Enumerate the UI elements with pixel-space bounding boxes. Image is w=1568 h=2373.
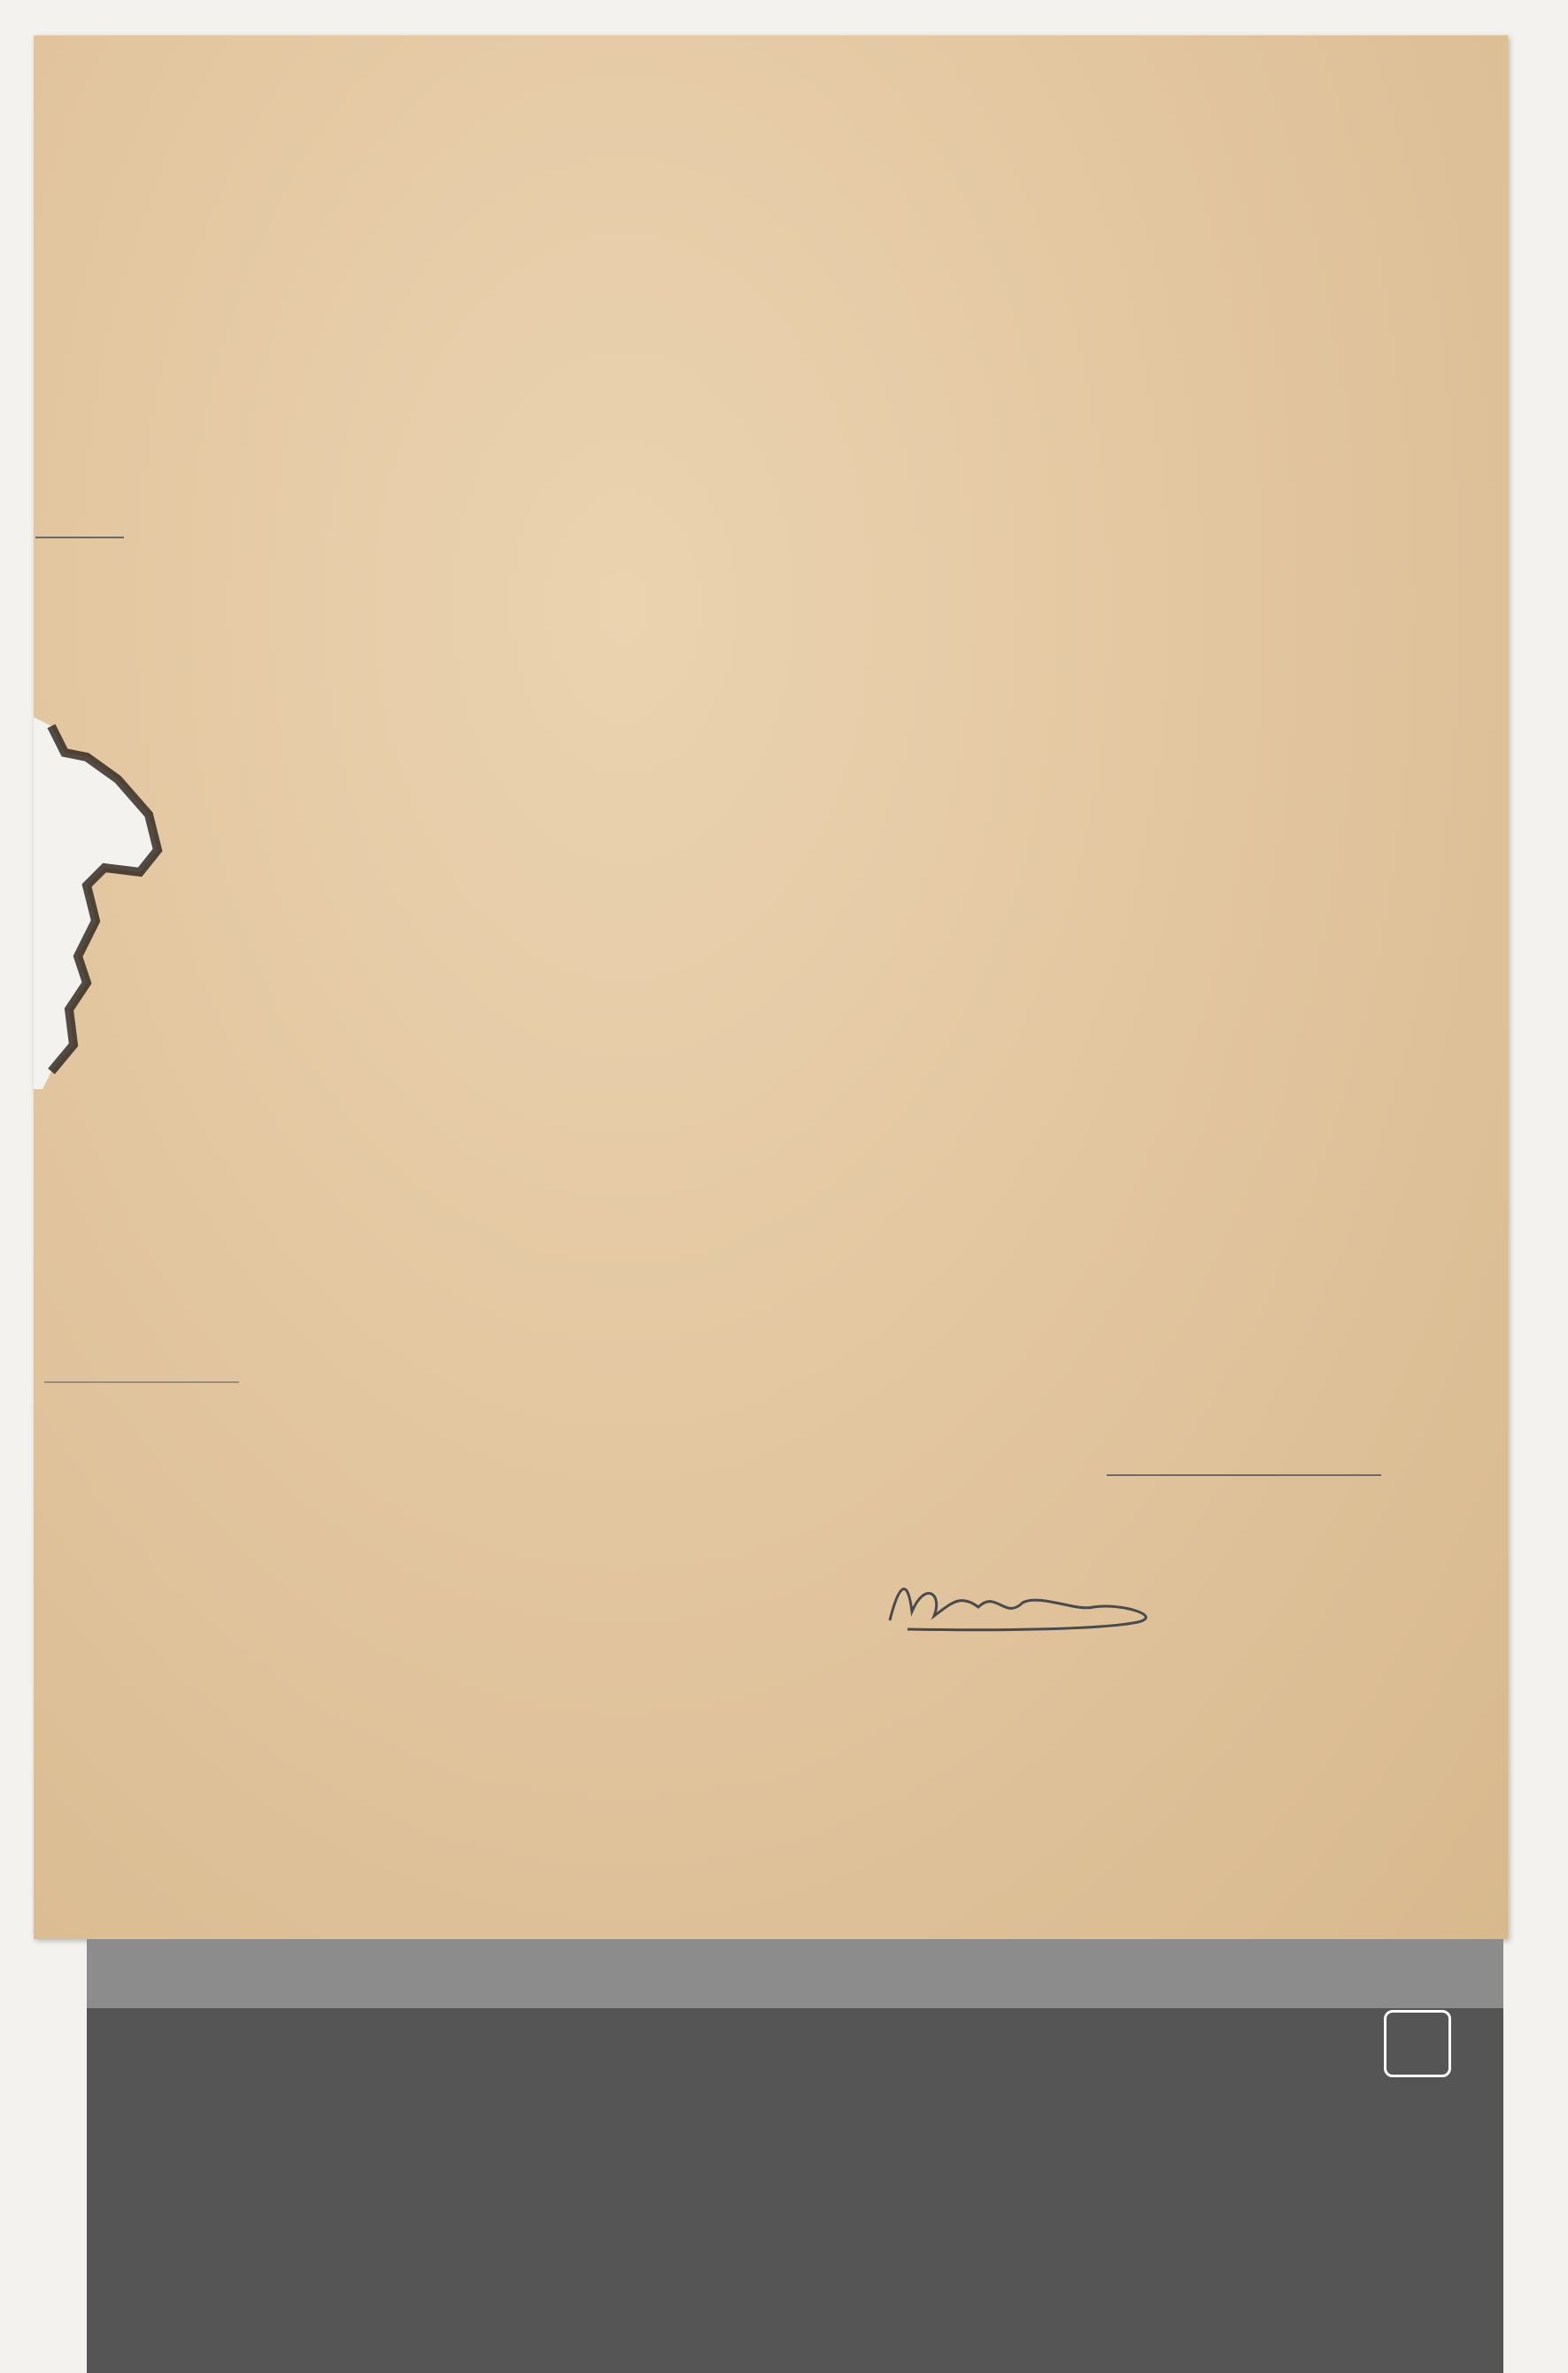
color-name-row (87, 2076, 1503, 2112)
signature (872, 1567, 1173, 1638)
city-underline (1107, 1474, 1381, 1476)
burn-damage (34, 717, 166, 1089)
signature-scribble (872, 1567, 1173, 1638)
kodak-color-strip (87, 1939, 1503, 2373)
margin-mark (44, 1381, 239, 1383)
ruler (87, 1939, 1503, 2008)
margin-mark (35, 537, 124, 538)
letter-page (34, 35, 1508, 1939)
kodak-logo (1384, 2010, 1451, 2077)
